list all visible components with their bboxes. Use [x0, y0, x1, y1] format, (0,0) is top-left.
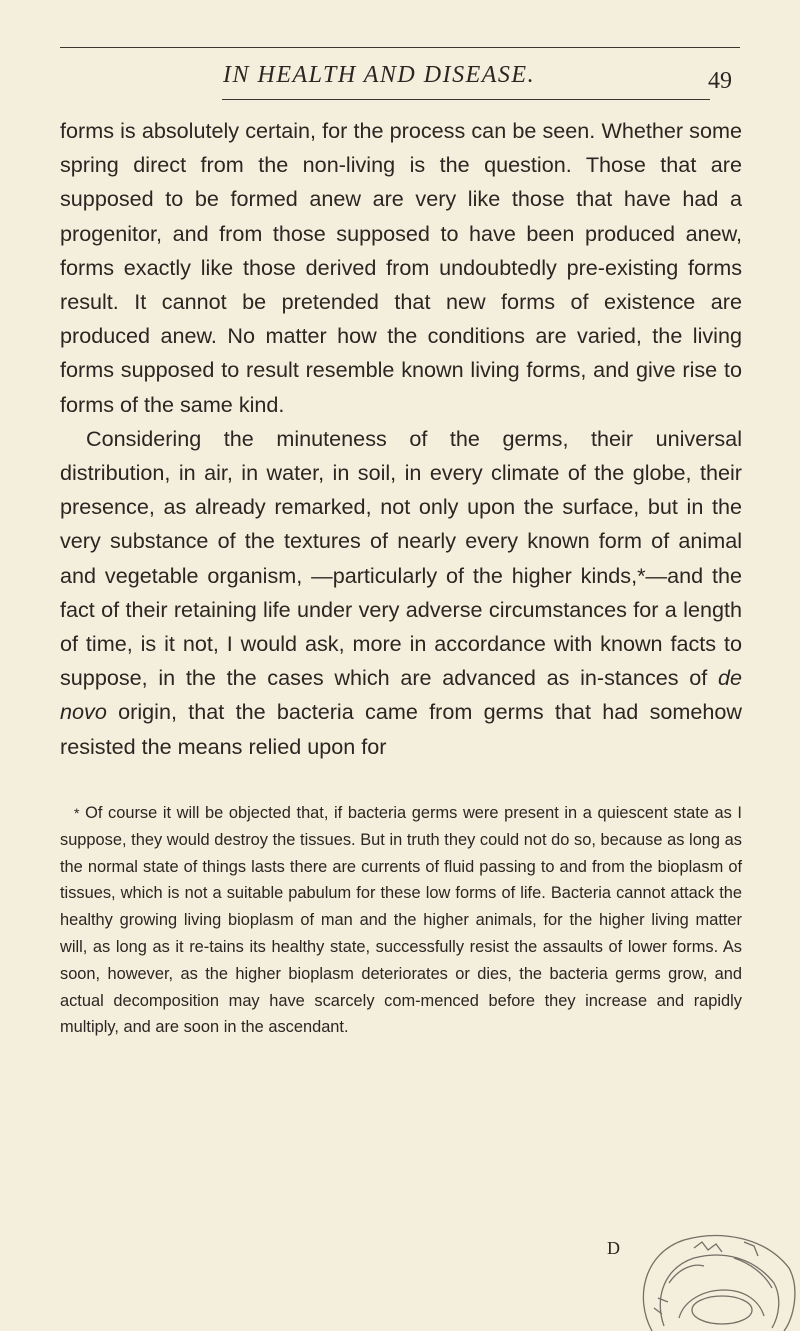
paragraph-2-part-2: origin, that the bacteria came from germs that had somehow resisted the means relied upon for	[60, 699, 742, 759]
running-title: IN HEALTH AND DISEASE.	[223, 62, 536, 88]
footnote	[60, 800, 742, 1041]
footnote-marker: *	[74, 805, 80, 821]
footnote-text: Of course it will be objected that, if bacteria germs were present in a quiescent state as I suppose, they would destroy the tissues. But in truth they could not do so, because as long as the normal state of things lasts there are currents of fluid passing to and from the bioplasm of tissues, which is not a suitable pabulum for these low forms of life. Bacteria cannot attack the healthy growing living bioplasm of man and the higher animals, for the higher living matter will, as long as it re-tains its healthy state, successfully resist the assaults of lower forms. As soon, however, as the higher bioplasm deteriorates or dies, the bacteria germs grow, and actual decomposition may have scarcely com-menced before they increase and rapidly multiply, and are soon in the ascendant.	[60, 804, 742, 1037]
de-novo-phrase: de novo	[60, 665, 743, 725]
paragraph-1: forms is absolutely certain, for the process can be seen. Whether some spring direct from the non-living is the question. Those that are supposed to be formed anew are very like those that have had a progenitor, and from those supposed to have been produced anew, forms exactly like those derived from undoubtedly pre-existing forms result. It cannot be pretended that new forms of existence are produced anew. No matter how the conditions are varied, the living forms supposed to result resemble known living forms, and give rise to forms of the same kind.	[60, 118, 742, 417]
page-number: 49	[708, 68, 732, 94]
stamp-letter: D	[607, 1238, 620, 1258]
paragraph-2-part-1: Considering the minuteness of the germs, their universal distribution, in air, in water, in soil, in every climate of the globe, their presence, as already remarked, not only upon the surface, but in the very substance of the textures of nearly every known form of animal and vegetable organism, —particularly of the higher kinds,*—and the fact of their retaining life under very adverse circumstances for a length of time, is it not, I would ask, more in accordance with known facts to suppose, in the the cases which are advanced as in-stances of	[60, 425, 742, 691]
body-text	[60, 114, 742, 764]
header-rule	[222, 99, 710, 100]
running-head	[60, 60, 740, 100]
library-stamp	[624, 1228, 800, 1331]
paragraph-2	[60, 422, 742, 764]
top-rule	[60, 47, 740, 48]
